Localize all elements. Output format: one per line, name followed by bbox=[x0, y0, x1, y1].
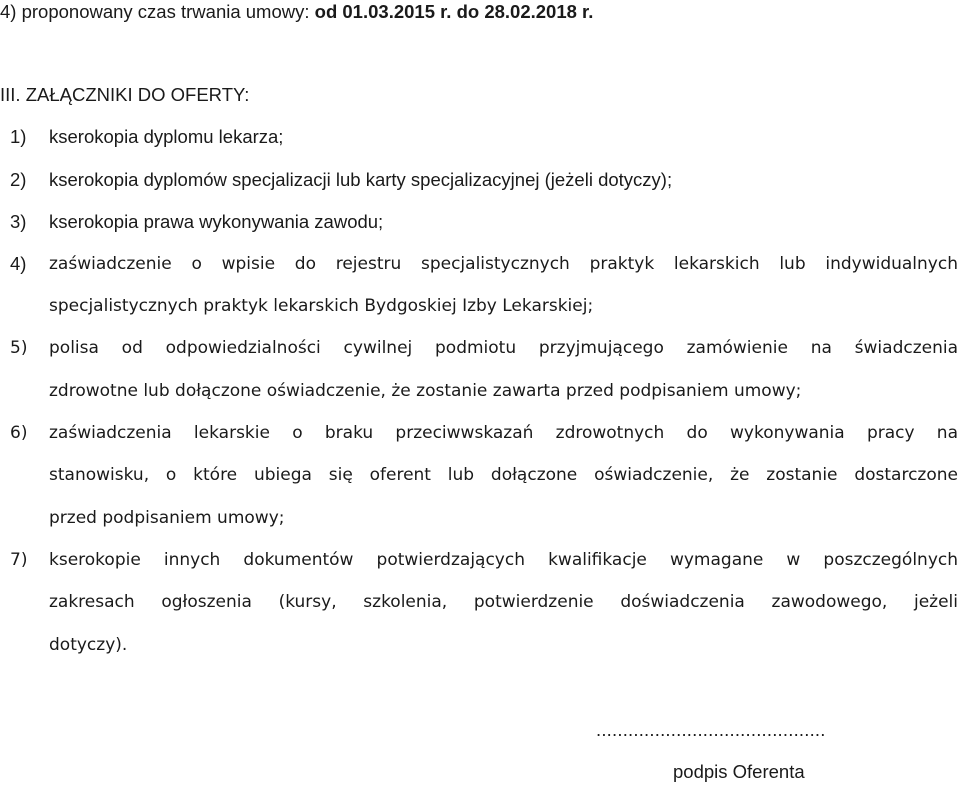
item-text-line: kserokopie innych dokumentów potwierdzających kwalifikacje wymagane w poszczególnych bbox=[49, 550, 958, 570]
item-number: 2) bbox=[10, 169, 27, 190]
item-number: 1) bbox=[10, 126, 27, 147]
item-text-line: przed podpisaniem umowy; bbox=[49, 508, 285, 528]
item-text: kserokopia dyplomów specjalizacji lub karty specjalizacyjnej (jeżeli dotyczy); bbox=[49, 169, 673, 190]
item-number: 5) bbox=[10, 338, 28, 358]
signature-line: ........................................... bbox=[596, 719, 826, 740]
item-text-block bbox=[49, 337, 958, 359]
item-text-line: specjalistycznych praktyk lekarskich Bydgoskiej Izby Lekarskiej; bbox=[49, 296, 594, 316]
item-text-block bbox=[49, 549, 958, 571]
item-text-block bbox=[49, 464, 958, 486]
item-text-line: dotyczy). bbox=[49, 635, 128, 655]
item-number: 7) bbox=[10, 550, 28, 570]
item-text-block bbox=[49, 422, 958, 444]
item-text-block bbox=[49, 253, 958, 275]
signature-label: podpis Oferenta bbox=[673, 761, 805, 782]
item-number: 4) bbox=[10, 253, 27, 274]
contract-period-dates: od 01.03.2015 r. do 28.02.2018 r. bbox=[314, 1, 594, 22]
item-text-line: zakresach ogłoszenia (kursy, szkolenia, potwierdzenie doświadczenia zawodowego, jeżeli bbox=[49, 592, 958, 612]
item-text-line: zaświadczenia lekarskie o braku przeciwwskazań zdrowotnych do wykonywania pracy na bbox=[49, 423, 958, 443]
item-text: kserokopia dyplomu lekarza; bbox=[49, 126, 284, 147]
item-text-line: zdrowotne lub dołączone oświadczenie, że zostanie zawarta przed podpisaniem umowy; bbox=[49, 381, 802, 401]
item-number: 6) bbox=[10, 423, 28, 443]
item-text-line: polisa od odpowiedzialności cywilnej podmiotu przyjmującego zamówienie na świadczenia bbox=[49, 338, 958, 358]
item-text: kserokopia prawa wykonywania zawodu; bbox=[49, 211, 384, 232]
contract-period-prefix: 4) proponowany czas trwania umowy: bbox=[0, 1, 315, 22]
item-text-block bbox=[49, 591, 958, 613]
item-text-line: stanowisku, o które ubiega się oferent lub dołączone oświadczenie, że zostanie dostarczone bbox=[49, 465, 958, 485]
contract-period-line bbox=[0, 1, 593, 23]
item-text-line: zaświadczenie o wpisie do rejestru specjalistycznych praktyk lekarskich lub indywidualnych bbox=[49, 254, 958, 274]
item-number: 3) bbox=[10, 211, 27, 232]
section-title: III. ZAŁĄCZNIKI DO OFERTY: bbox=[0, 84, 250, 105]
